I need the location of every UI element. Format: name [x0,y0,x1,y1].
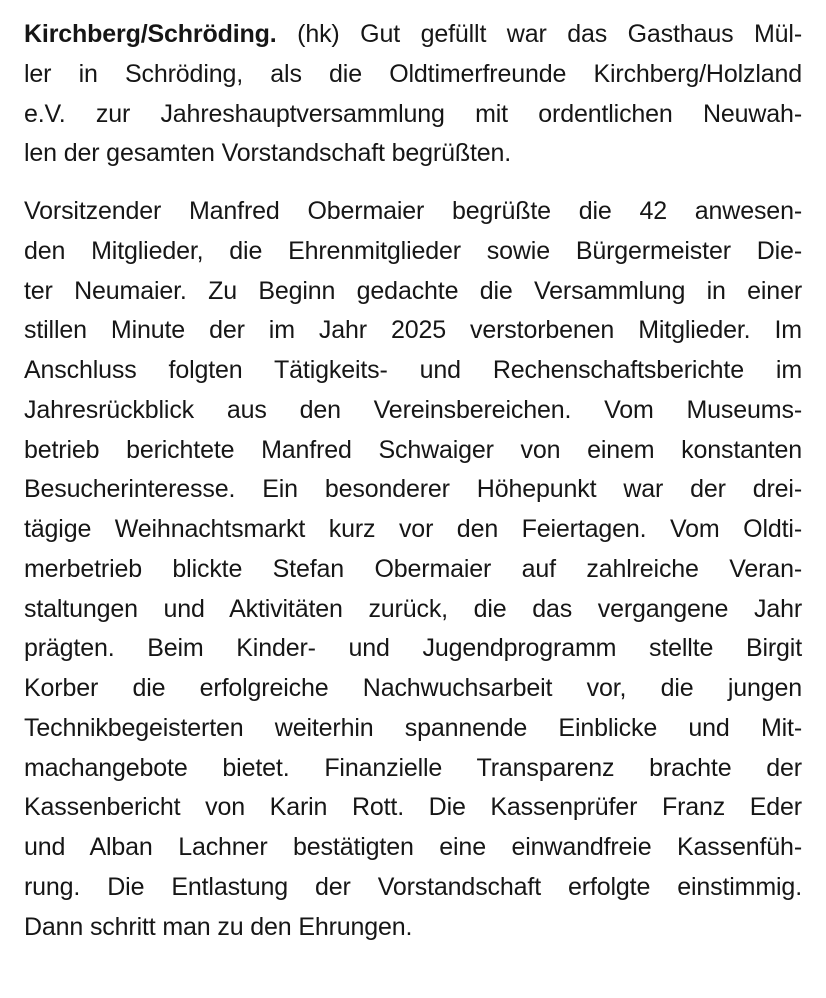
article-line: ler in Schröding, als die Oldtimerfreunde Kirchberg/Holzland [24,59,802,88]
article-line [24,15,802,55]
intro-first-line-text: (hk) Gut gefüllt war das Gasthaus Mül- [276,20,802,48]
article-line: staltungen und Aktivitäten zurück, die das vergangene Jahr [24,594,802,623]
article-line: rung. Die Entlastung der Vorstandschaft erfolgte einstimmig. [24,872,802,901]
article-line: und Alban Lachner bestätigten eine einwandfreie Kassenfüh- [24,833,802,861]
article-line: ter Neumaier. Zu Beginn gedachte die Versammlung in einer [24,276,802,305]
article-line: e.V. zur Jahreshauptversammlung mit ordentlichen Neuwah- [24,99,802,128]
article-line: Korber die erfolgreiche Nachwuchsarbeit vor, die jungen [24,674,802,702]
article-line: Vorsitzender Manfred Obermaier begrüßte die 42 anwesen- [24,197,802,225]
article-line: len der gesamten Vorstandschaft begrüßten. [24,139,512,168]
article-line: prägten. Beim Kinder- und Jugendprogramm stellte Birgit [24,634,802,663]
article-line: Anschluss folgten Tätigkeits- und Rechenschaftsberichte im [24,356,802,384]
article-line: machangebote bietet. Finanzielle Transparenz brachte der [24,753,802,782]
article-line: tägige Weihnachtsmarkt kurz vor den Feiertagen. Vom Oldti- [24,515,802,543]
article-body [24,15,802,947]
article-line: Kassenbericht von Karin Rott. Die Kassenprüfer Franz Eder [24,793,802,822]
article-line: Besucherinteresse. Ein besonderer Höhepunkt war der drei- [24,475,802,504]
article-line: merbetrieb blickte Stefan Obermaier auf zahlreiche Veran- [24,554,802,583]
paragraph-intro [24,15,802,174]
paragraph-main [24,192,802,947]
article-line: Technikbegeisterten weiterhin spannende Einblicke und Mit- [24,713,802,742]
dateline: Kirchberg/Schröding. [24,20,277,48]
article-line: den Mitglieder, die Ehrenmitglieder sowie Bürgermeister Die- [24,236,802,265]
article-line: Dann schritt man zu den Ehrungen. [24,912,413,941]
paragraph-spacer [24,174,802,192]
article-line: Jahresrückblick aus den Vereinsbereichen. Vom Museums- [24,395,802,424]
article-line: stillen Minute der im Jahr 2025 verstorbenen Mitglieder. Im [24,316,802,345]
article-line: betrieb berichtete Manfred Schwaiger von einem konstanten [24,435,802,464]
